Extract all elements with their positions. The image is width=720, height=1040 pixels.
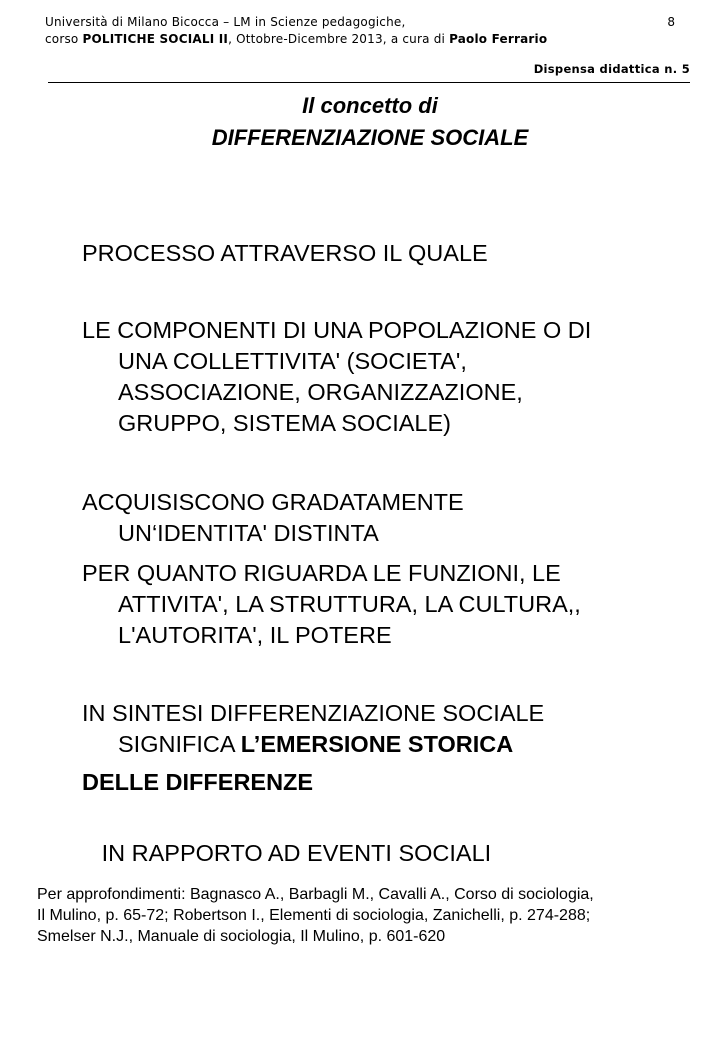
- paragraph-7: [82, 807, 692, 869]
- paragraph-2-line-4: GRUPPO, SISTEMA SOCIALE): [118, 410, 451, 436]
- paragraph-4: [82, 558, 692, 651]
- paragraph-2: [82, 315, 692, 439]
- paragraph-6-bold-text: DELLE DIFFERENZE: [82, 769, 314, 795]
- dispensa-label: Dispensa didattica n. 5: [533, 62, 690, 76]
- header-divider: [48, 82, 690, 83]
- page-title: [0, 90, 720, 154]
- paragraph-5-normal-text: SIGNIFICA: [118, 731, 241, 757]
- bibliography-line-2: Il Mulino, p. 65-72; Robertson I., Elementi di sociologia, Zanichelli, p. 274-288;: [37, 907, 591, 924]
- paragraph-2-line-3: ASSOCIAZIONE, ORGANIZZAZIONE,: [118, 379, 523, 405]
- header-course-line: [45, 31, 685, 48]
- paragraph-5-line-2: [82, 729, 692, 760]
- bibliography-note: [37, 884, 707, 947]
- paragraph-4-line-2: ATTIVITA', LA STRUTTURA, LA CULTURA,,: [118, 591, 581, 617]
- page-header: [45, 14, 685, 48]
- paragraph-3: [82, 487, 692, 549]
- paragraph-7-text: IN RAPPORTO AD EVENTI SOCIALI: [95, 840, 492, 866]
- paragraph-3-line-1: ACQUISISCONO GRADATAMENTE: [82, 489, 464, 515]
- header-author: Paolo Ferrario: [449, 32, 548, 46]
- bibliography-line-1: Per approfondimenti: Bagnasco A., Barbagli M., Cavalli A., Corso di sociologia,: [37, 886, 594, 903]
- header-course-mid: , Ottobre-Dicembre 2013, a cura di: [228, 32, 450, 46]
- paragraph-4-line-3: L'AUTORITA', IL POTERE: [118, 622, 392, 648]
- title-line-2: DIFFERENZIAZIONE SOCIALE: [211, 125, 529, 150]
- paragraph-4-line-1: PER QUANTO RIGUARDA LE FUNZIONI, LE: [82, 560, 561, 586]
- paragraph-1: [82, 238, 692, 269]
- page-number: 8: [667, 15, 675, 29]
- paragraph-3-line-2: UN‘IDENTITA' DISTINTA: [118, 520, 379, 546]
- paragraph-6: [82, 767, 692, 798]
- header-course-name: POLITICHE SOCIALI II: [82, 32, 229, 46]
- bibliography-line-3: Smelser N.J., Manuale di sociologia, Il Mulino, p. 601-620: [37, 928, 446, 945]
- header-course-prefix: corso: [45, 32, 83, 46]
- paragraph-5-bold-text: L’EMERSIONE STORICA: [240, 731, 514, 757]
- paragraph-2-line-1: LE COMPONENTI DI UNA POPOLAZIONE O DI: [82, 317, 592, 343]
- paragraph-5-line-1: IN SINTESI DIFFERENZIAZIONE SOCIALE: [82, 700, 545, 726]
- paragraph-1-text: PROCESSO ATTRAVERSO IL QUALE: [82, 240, 488, 266]
- paragraph-2-line-2: UNA COLLETTIVITA' (SOCIETA',: [118, 348, 467, 374]
- title-line-1: Il concetto di: [302, 93, 438, 118]
- paragraph-5: [82, 698, 692, 760]
- header-institution-line: Università di Milano Bicocca – LM in Scienze pedagogiche,: [45, 15, 406, 29]
